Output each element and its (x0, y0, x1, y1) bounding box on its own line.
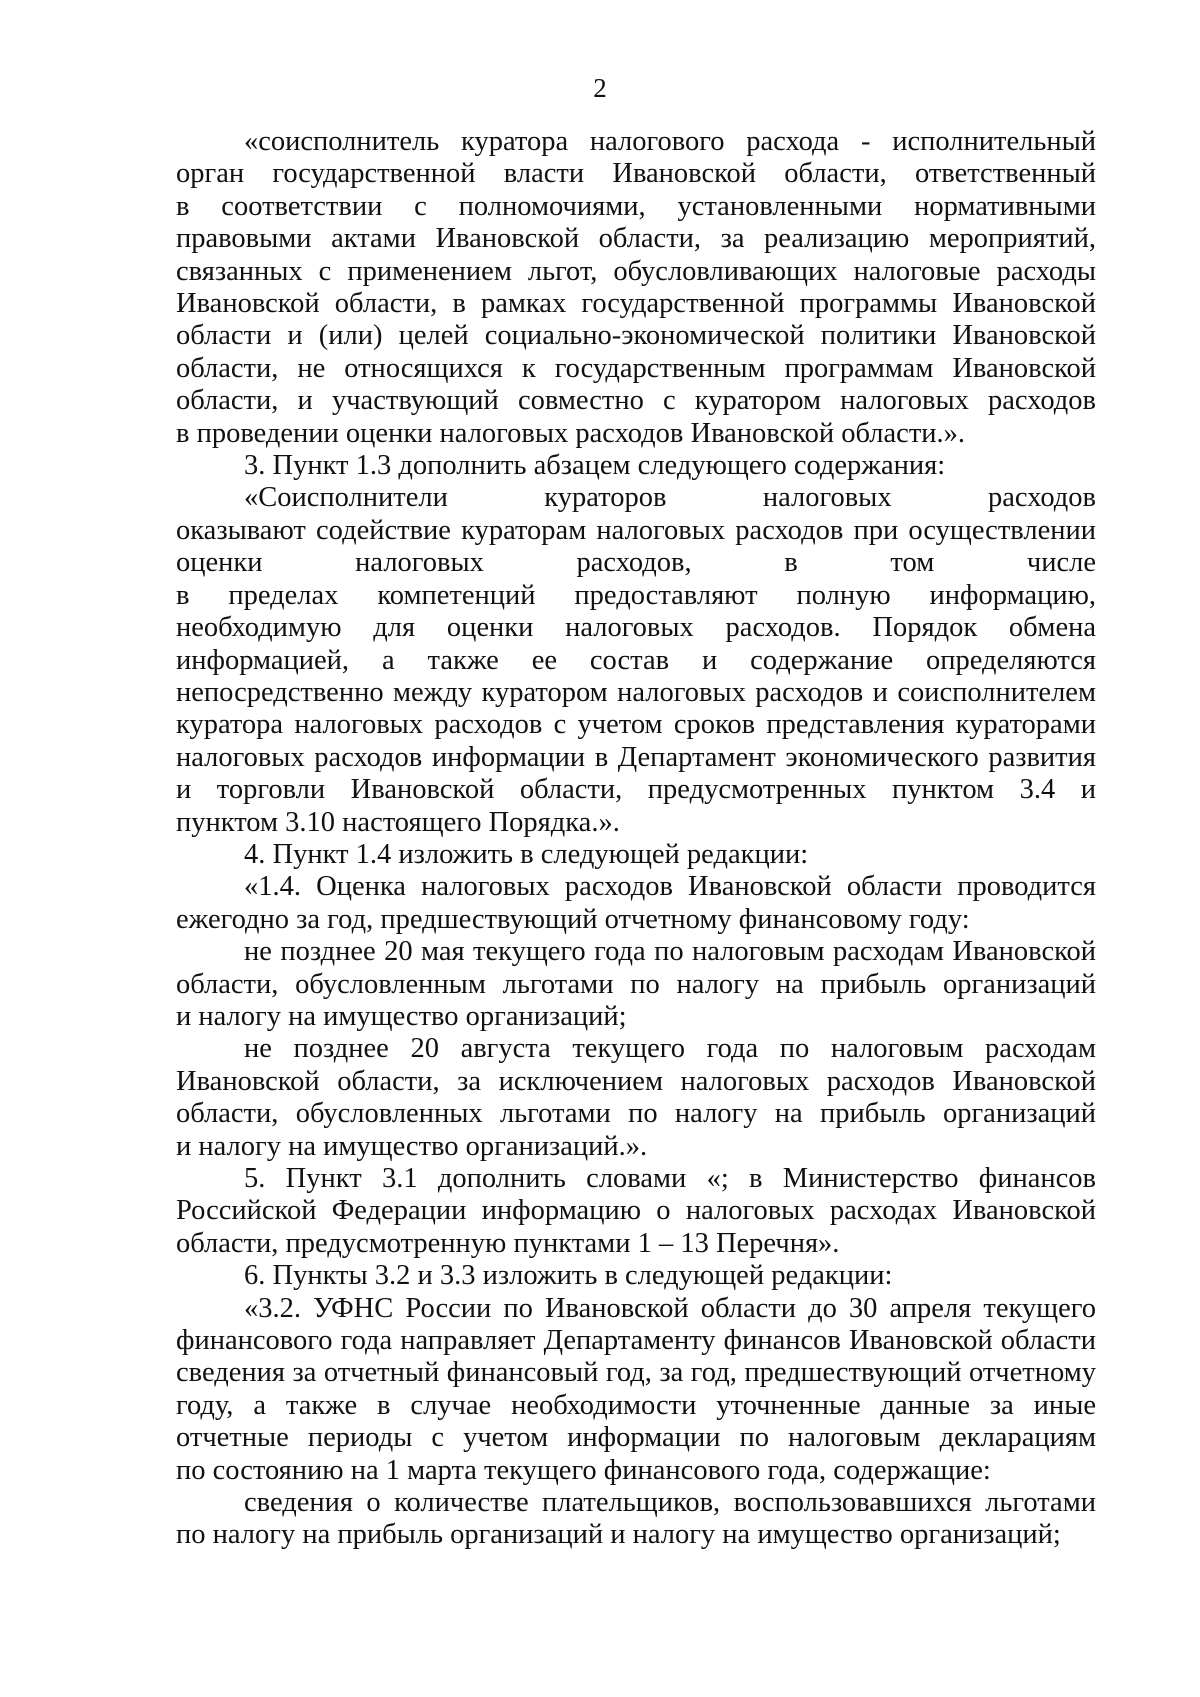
text-line: правовыми актами Ивановской области, за реализацию мероприятий, (176, 223, 1096, 255)
text-line: информацией, а также ее состав и содержание определяются (176, 644, 1096, 676)
text-line: Российской Федерации информацию о налоговых расходах Ивановской (176, 1195, 1096, 1227)
text-line: сведения о количестве плательщиков, воспользовавшихся льготами (244, 1487, 1096, 1519)
paragraph (176, 126, 1096, 450)
text-line: и налогу на имущество организаций; (176, 1000, 627, 1032)
text-line: оценки налоговых расходов, в том числе (176, 547, 1096, 579)
text-line: непосредственно между куратором налоговых расходов и соисполнителем (176, 676, 1096, 708)
text-line: «3.2. УФНС России по Ивановской области до 30 апреля текущего (244, 1292, 1096, 1324)
paragraph (176, 1293, 1096, 1487)
text-line: налоговых расходов информации в Департамент экономического развития (176, 741, 1096, 773)
text-line: отчетные периоды с учетом информации по налоговым декларациям (176, 1422, 1096, 1454)
text-line: Ивановской области, в рамках государственной программы Ивановской (176, 288, 1096, 320)
page-number: 2 (593, 73, 607, 103)
paragraph (176, 1487, 1096, 1552)
text-line: и торговли Ивановской области, предусмотренных пунктом 3.4 и (176, 774, 1096, 806)
paragraph (176, 936, 1096, 1033)
paragraph (176, 1033, 1096, 1163)
text-line: Ивановской области, за исключением налоговых расходов Ивановской (176, 1065, 1096, 1097)
text-line: в проведении оценки налоговых расходов Ивановской области.». (176, 417, 966, 449)
paragraph (176, 1260, 1096, 1292)
text-line: оказывают содействие кураторам налоговых расходов при осуществлении (176, 514, 1096, 546)
text-line: в соответствии с полномочиями, установленными нормативными (176, 190, 1096, 222)
text-line: 4. Пункт 1.4 изложить в следующей редакции: (244, 838, 809, 870)
text-line: и налогу на имущество организаций.». (176, 1130, 648, 1162)
text-line: области, предусмотренную пунктами 1 – 13 Перечня». (176, 1227, 840, 1259)
paragraph (176, 482, 1096, 838)
text-line: необходимую для оценки налоговых расходов. Порядок обмена (176, 612, 1096, 644)
paragraph (176, 450, 1096, 482)
text-line: в пределах компетенций предоставляют полную информацию, (176, 579, 1096, 611)
paragraph (176, 839, 1096, 871)
text-line: связанных с применением льгот, обусловливающих налоговые расходы (176, 255, 1096, 287)
text-line: не позднее 20 мая текущего года по налоговым расходам Ивановской (244, 936, 1096, 968)
text-line: пунктом 3.10 настоящего Порядка.». (176, 806, 620, 838)
document-body (176, 126, 1096, 1552)
paragraph (176, 871, 1096, 936)
text-line: не позднее 20 августа текущего года по налоговым расходам (244, 1033, 1096, 1065)
text-line: 5. Пункт 3.1 дополнить словами «; в Министерство финансов (244, 1163, 1096, 1194)
text-line: по состоянию на 1 марта текущего финансового года, содержащие: (176, 1454, 991, 1486)
text-line: куратора налоговых расходов с учетом сроков представления кураторами (176, 709, 1096, 741)
text-line: 6. Пункты 3.2 и 3.3 изложить в следующей редакции: (244, 1260, 893, 1292)
text-line: области, и участвующий совместно с куратором налоговых расходов (176, 385, 1096, 417)
text-line: орган государственной власти Ивановской области, ответственный (176, 158, 1096, 190)
text-line: «соисполнитель куратора налогового расхода - исполнительный (244, 126, 1096, 157)
text-line: области, обусловленным льготами по налогу на прибыль организаций (176, 968, 1096, 1000)
text-line: финансового года направляет Департаменту финансов Ивановской области (176, 1325, 1096, 1357)
text-line: области, обусловленных льготами по налогу на прибыль организаций (176, 1098, 1096, 1130)
text-line: году, а также в случае необходимости уточненные данные за иные (176, 1389, 1096, 1421)
text-line: сведения за отчетный финансовый год, за год, предшествующий отчетному (176, 1357, 1096, 1389)
text-line: 3. Пункт 1.3 дополнить абзацем следующего содержания: (244, 450, 946, 482)
text-line: ежегодно за год, предшествующий отчетному финансовому году: (176, 903, 970, 935)
text-line: «1.4. Оценка налоговых расходов Ивановской области проводится (244, 871, 1096, 903)
text-line: области и (или) целей социально-экономической политики Ивановской (176, 320, 1096, 352)
text-line: «Соисполнители кураторов налоговых расходов (244, 482, 1096, 514)
text-line: области, не относящихся к государственным программам Ивановской (176, 352, 1096, 384)
paragraph (176, 1163, 1096, 1260)
text-line: по налогу на прибыль организаций и налогу на имущество организаций; (176, 1519, 1061, 1551)
